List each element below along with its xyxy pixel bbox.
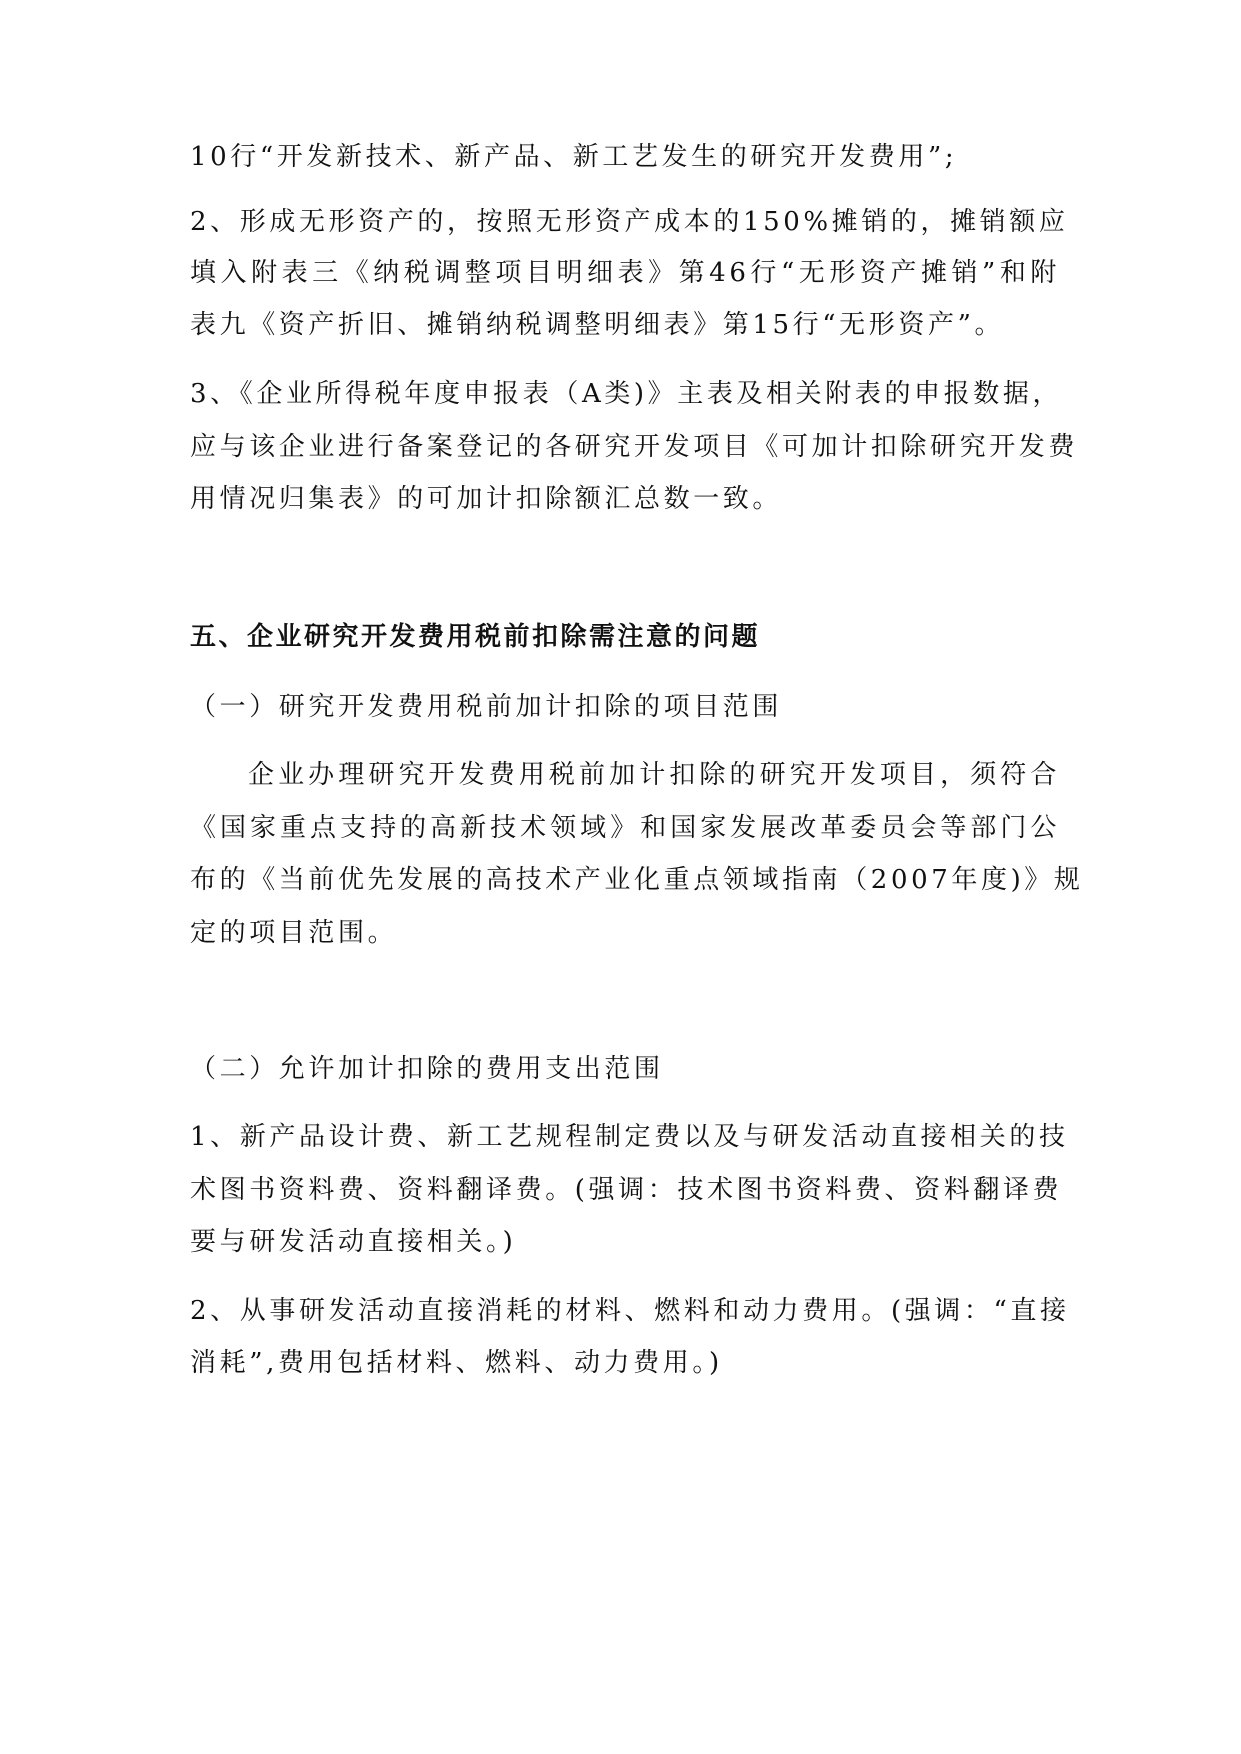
text-line: 布的《当前优先发展的高技术产业化重点领域指南（2007年度)》规 <box>190 865 1084 895</box>
text-line: 10行“开发新技术、新产品、新工艺发生的研究开发费用”; <box>190 142 958 172</box>
text-line: 2、形成无形资产的，按照无形资产成本的150%摊销的，摊销额应 <box>190 207 1069 237</box>
text-line: 企业办理研究开发费用税前加计扣除的研究开发项目，须符合 <box>248 760 1060 790</box>
text-line: 消耗”,费用包括材料、燃料、动力费用。) <box>190 1348 723 1378</box>
text-line: 2、从事研发活动直接消耗的材料、燃料和动力费用。(强调：“直接 <box>190 1296 1070 1326</box>
text-line: 表九《资产折旧、摊销纳税调整明细表》第15行“无形资产”。 <box>190 310 1005 340</box>
text-line: 术图书资料费、资料翻译费。(强调：技术图书资料费、资料翻译费 <box>190 1175 1063 1205</box>
section-heading: 五、企业研究开发费用税前扣除需注意的问题 <box>190 622 761 652</box>
text-line: 要与研发活动直接相关。) <box>190 1227 517 1257</box>
subsection-heading: （一）研究开发费用税前加计扣除的项目范围 <box>190 692 783 722</box>
text-line: 填入附表三《纳税调整项目明细表》第46行“无形资产摊销”和附 <box>190 258 1060 288</box>
text-line: 1、新产品设计费、新工艺规程制定费以及与研发活动直接相关的技 <box>190 1122 1069 1152</box>
text-line: 用情况归集表》的可加计扣除额汇总数一致。 <box>190 484 783 514</box>
text-line: 应与该企业进行备案登记的各研究开发项目《可加计扣除研究开发费 <box>190 432 1079 462</box>
text-line: 定的项目范围。 <box>190 918 398 948</box>
subsection-heading: （二）允许加计扣除的费用支出范围 <box>190 1054 664 1084</box>
text-line: 《国家重点支持的高新技术领域》和国家发展改革委员会等部门公 <box>190 813 1060 843</box>
text-line: 3、《企业所得税年度申报表（A类)》主表及相关附表的申报数据， <box>190 379 1063 409</box>
